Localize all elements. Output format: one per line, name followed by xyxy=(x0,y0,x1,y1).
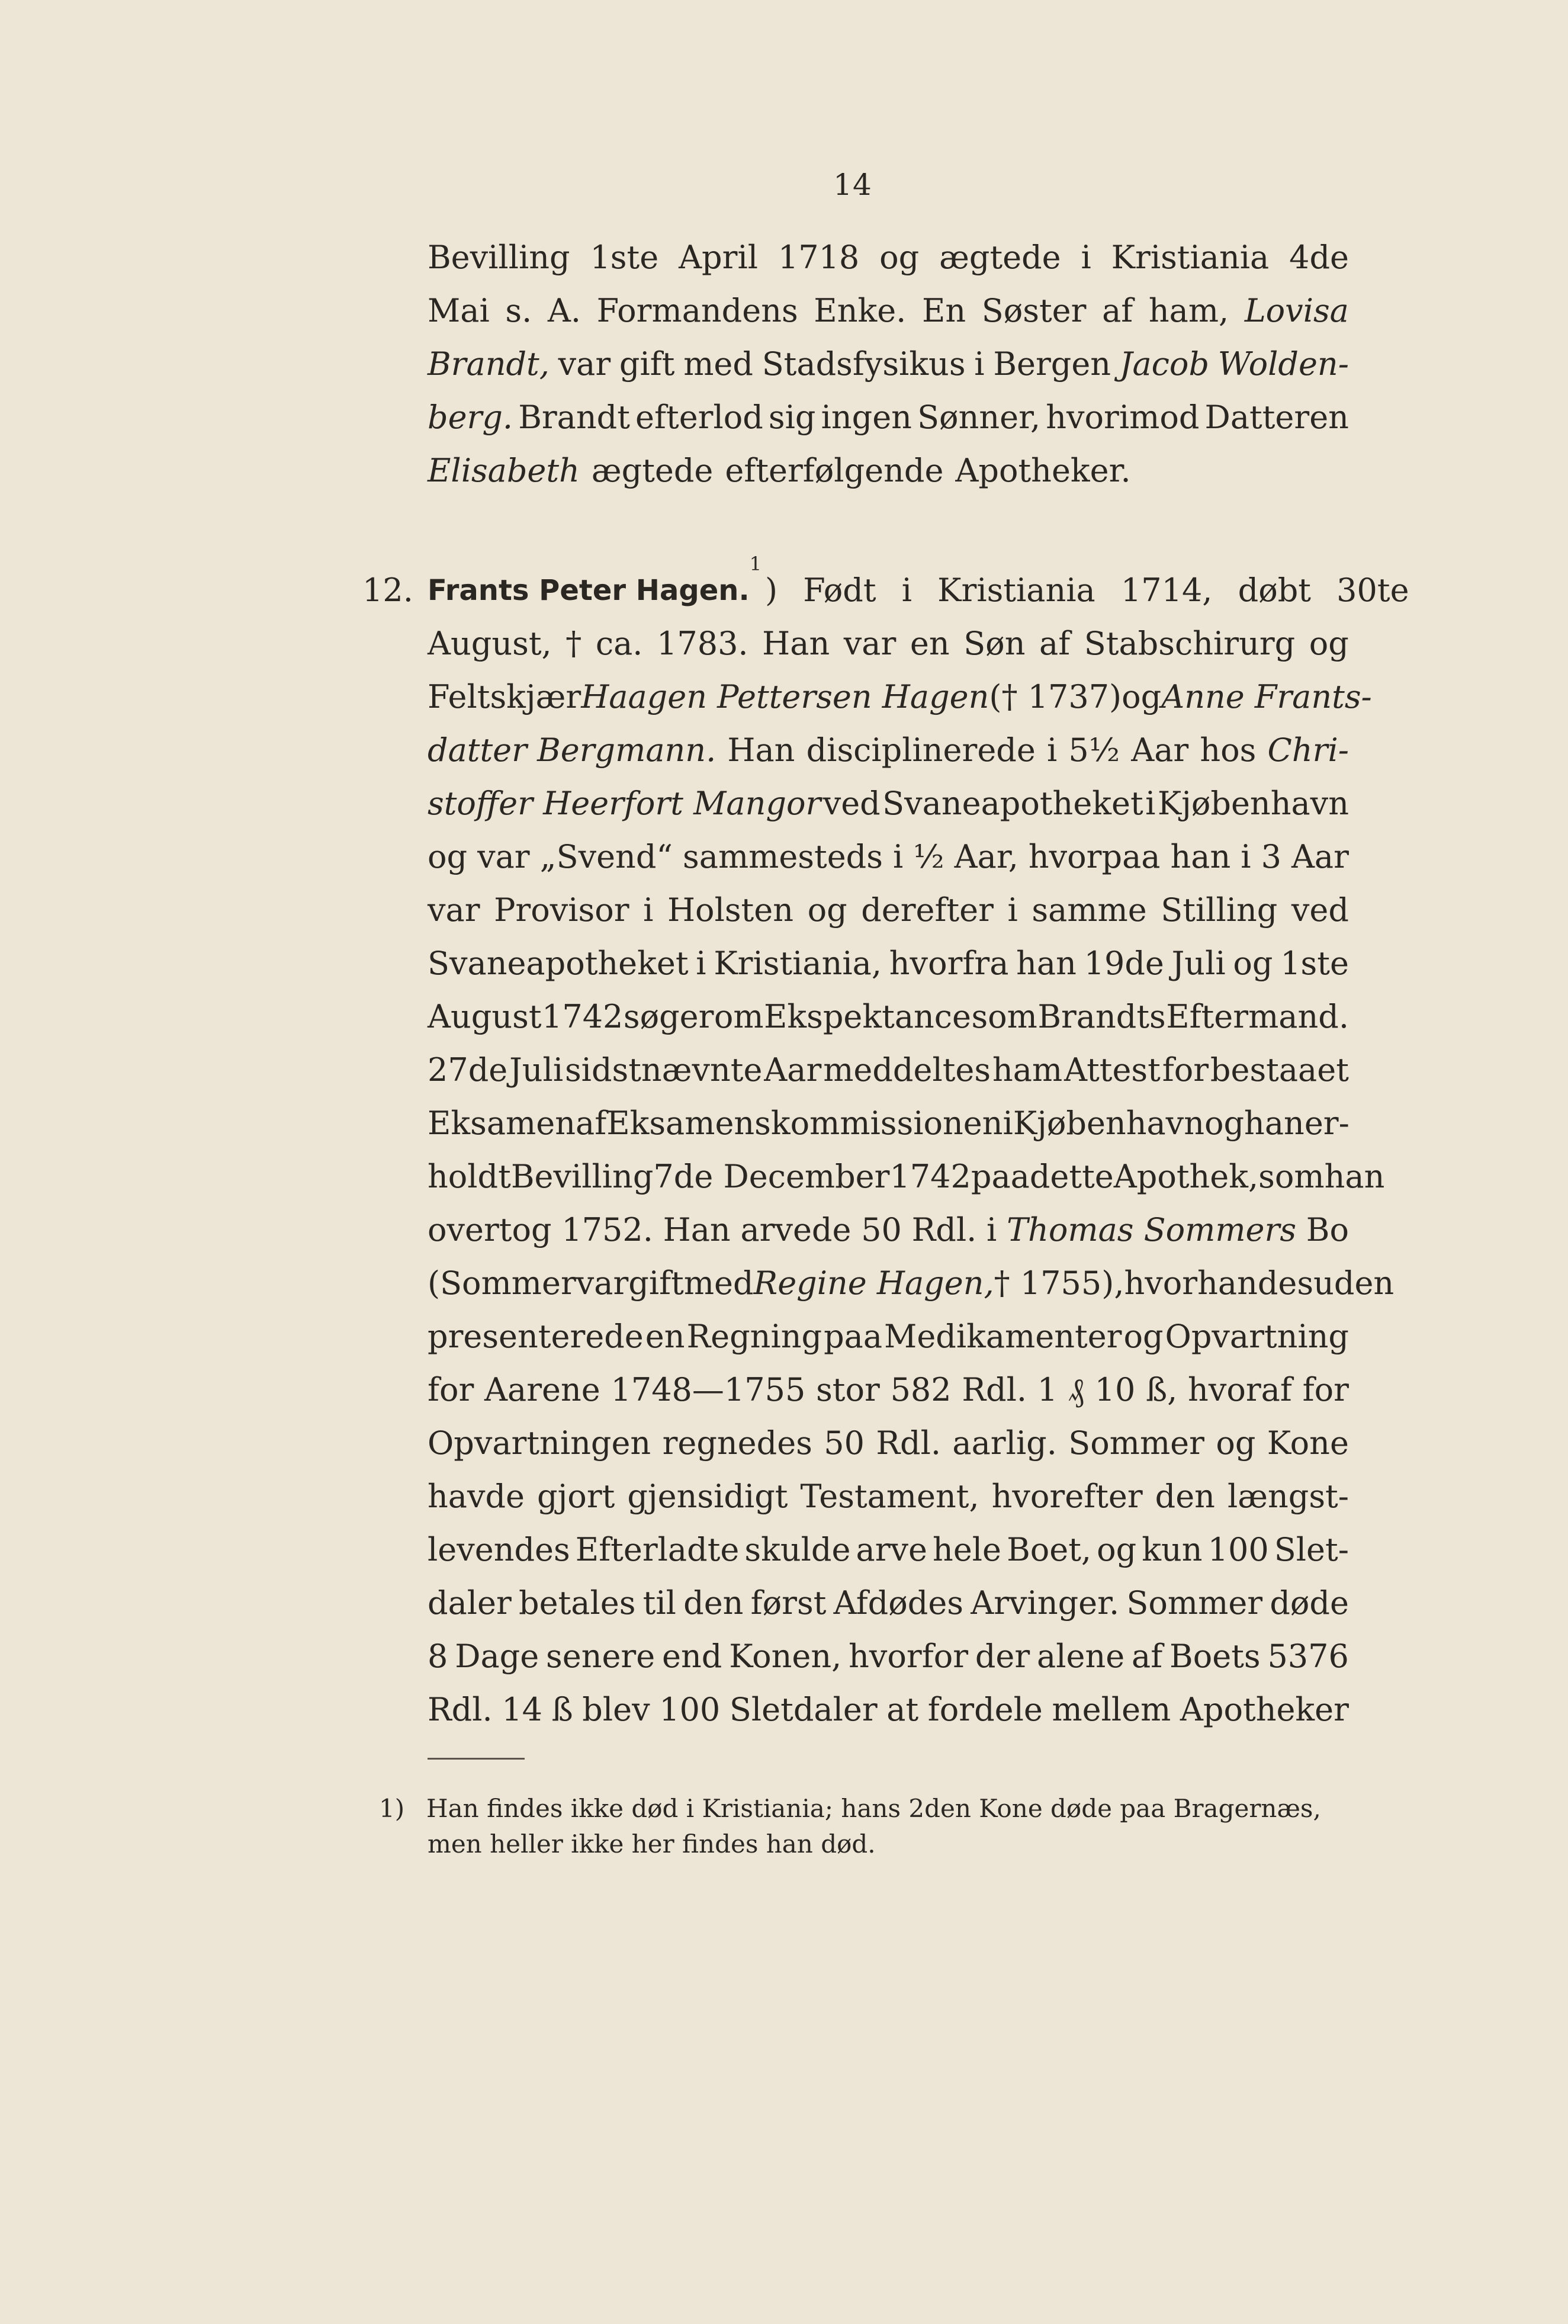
word: ß, xyxy=(1146,1371,1178,1408)
word: 5½ xyxy=(1068,731,1120,769)
word: længst- xyxy=(1227,1478,1349,1515)
word: sig xyxy=(768,399,816,436)
word: 1752. xyxy=(561,1211,653,1248)
word: meddeltes xyxy=(823,1051,991,1089)
word: og xyxy=(1122,678,1162,715)
text-line xyxy=(428,1203,1349,1257)
word: † xyxy=(565,625,582,662)
text-line xyxy=(428,1310,1349,1363)
word: søger xyxy=(623,998,714,1035)
text-line xyxy=(428,1097,1349,1150)
word: først xyxy=(750,1584,827,1622)
word: gift xyxy=(628,1264,684,1302)
word: af xyxy=(1132,1638,1163,1675)
word: 50 xyxy=(824,1424,865,1462)
word: 1ste xyxy=(590,239,659,276)
word: Attest xyxy=(1064,1051,1161,1089)
word: for xyxy=(428,1371,474,1408)
word: August xyxy=(428,998,542,1035)
word: Aar xyxy=(764,1051,822,1089)
word: ægtede xyxy=(939,239,1061,276)
word: desuden xyxy=(1257,1264,1395,1302)
word: gjort xyxy=(537,1478,615,1515)
word: end xyxy=(662,1638,722,1675)
word: disciplinerede xyxy=(806,731,1036,769)
word: Juli xyxy=(1171,945,1226,982)
word: Kristiania xyxy=(1111,239,1270,276)
word: i xyxy=(1081,239,1091,276)
word: der xyxy=(975,1638,1030,1675)
word: berg. xyxy=(428,399,513,436)
word: Aarene xyxy=(484,1371,600,1408)
word: 10 xyxy=(1094,1371,1136,1408)
word: Apotheker xyxy=(1180,1691,1349,1728)
word: og xyxy=(1216,1424,1256,1462)
word: datter Bergmann. xyxy=(428,731,716,769)
word: hvorefter xyxy=(991,1478,1143,1515)
word: August, xyxy=(428,625,552,662)
page-number: 14 xyxy=(833,168,872,202)
word: regnedes xyxy=(662,1424,812,1462)
word: og xyxy=(879,239,920,276)
word: Han xyxy=(762,625,830,662)
text-line xyxy=(428,1257,1395,1310)
word: for xyxy=(1302,1371,1349,1408)
word: Stabschirurg xyxy=(1084,625,1296,662)
word: Chri- xyxy=(1267,731,1349,769)
word: Stilling xyxy=(1161,891,1278,929)
word: Eftermand. xyxy=(1166,998,1349,1035)
word: Bo xyxy=(1306,1211,1349,1248)
word: ham xyxy=(992,1051,1063,1089)
word: Apotheker. xyxy=(955,452,1131,489)
text-line xyxy=(428,1630,1349,1683)
word: paa xyxy=(971,1158,1030,1195)
word: døde xyxy=(1270,1584,1349,1622)
word: Brandt xyxy=(518,399,630,436)
footnote-reference: 1 xyxy=(749,553,762,575)
word: Regine Hagen, xyxy=(753,1264,994,1302)
word: Dage xyxy=(455,1638,539,1675)
word: gift xyxy=(619,345,675,383)
word: Brandt, xyxy=(428,345,550,383)
word: bestaaet xyxy=(1210,1051,1349,1089)
word: var xyxy=(477,838,530,875)
word: Aar xyxy=(1131,731,1189,769)
text-line xyxy=(428,1044,1349,1097)
word: sidstnævnte xyxy=(564,1051,763,1089)
word: Eksamen xyxy=(428,1105,576,1142)
word: havde xyxy=(428,1478,525,1515)
word: at xyxy=(886,1691,919,1728)
word: ved xyxy=(822,785,881,822)
text-line xyxy=(428,444,1349,497)
word: var xyxy=(843,625,897,662)
word: er- xyxy=(1304,1105,1349,1142)
word: Testament, xyxy=(800,1478,979,1515)
word: hvorpaa xyxy=(1028,838,1161,875)
entry-body xyxy=(428,617,1395,1736)
word: 50 xyxy=(861,1211,902,1248)
word: 1 xyxy=(1037,1371,1058,1408)
paragraph-continuation xyxy=(428,231,1349,497)
word: i xyxy=(643,891,654,929)
entry-heading-line xyxy=(428,553,1409,617)
word: om xyxy=(714,998,764,1035)
word: af xyxy=(1039,625,1071,662)
text-line xyxy=(428,990,1349,1044)
word: Rdl. xyxy=(876,1424,942,1462)
word: 14 xyxy=(502,1691,542,1728)
word: Boets xyxy=(1169,1638,1261,1675)
word: senere xyxy=(546,1638,656,1675)
word: af xyxy=(576,1105,607,1142)
word: og xyxy=(1097,1531,1137,1568)
word: Svaneapotheket xyxy=(882,785,1143,822)
word: 4de xyxy=(1289,239,1349,276)
text-line xyxy=(428,884,1349,937)
word: aarlig. xyxy=(952,1424,1057,1462)
entry-person-name: Frants Peter Hagen. xyxy=(428,574,750,607)
word: Aar, xyxy=(954,838,1018,875)
word: i xyxy=(696,945,706,982)
word: betales xyxy=(519,1584,636,1622)
word: 100 xyxy=(659,1691,721,1728)
word: den xyxy=(1155,1478,1215,1515)
word: blev xyxy=(582,1691,650,1728)
word: Bergen xyxy=(993,345,1111,383)
word: Wolden- xyxy=(1217,345,1349,383)
word: 19de xyxy=(1084,945,1164,982)
word: Aar xyxy=(1291,838,1349,875)
word: Rdl. xyxy=(911,1211,977,1248)
word: 100 xyxy=(1207,1531,1269,1568)
word: s. xyxy=(505,292,532,329)
word: i xyxy=(1007,891,1018,929)
footnote-line-1: Han findes ikke død i Kristiania; hans 2den Kone døde paa Bragernæs, xyxy=(426,1794,1321,1823)
word: han xyxy=(1170,838,1231,875)
entry-first-line xyxy=(428,553,1409,617)
word: som xyxy=(1258,1158,1325,1195)
word: Eksamenskommissionen xyxy=(606,1105,1003,1142)
word: i xyxy=(974,345,985,383)
word: hvorimod xyxy=(1046,399,1200,436)
word: ca. xyxy=(595,625,643,662)
word: var xyxy=(428,891,480,929)
word: og xyxy=(428,838,468,875)
word: i xyxy=(987,1211,997,1248)
word: Han xyxy=(663,1211,731,1248)
word: Opvartningen xyxy=(428,1424,651,1462)
word: Haagen Pettersen Hagen xyxy=(581,678,989,715)
word: for xyxy=(1162,1051,1209,1089)
word: Svaneapotheket xyxy=(428,945,689,982)
text-line xyxy=(428,617,1349,670)
text-line xyxy=(428,1683,1349,1736)
word: Kjøbenhavn xyxy=(1157,785,1349,822)
footnote-line-2: men heller ikke her findes han død. xyxy=(428,1829,876,1858)
word: Han xyxy=(727,731,795,769)
word: stor xyxy=(816,1371,880,1408)
word: hvoraf xyxy=(1188,1371,1292,1408)
word: Kristiania, xyxy=(714,945,882,982)
entry-number: 12. xyxy=(362,572,413,609)
word: kun xyxy=(1142,1531,1203,1568)
word: Konen, xyxy=(729,1638,842,1675)
word: med xyxy=(683,345,753,383)
word: 3 xyxy=(1261,838,1281,875)
word: ½ xyxy=(913,838,944,875)
entry-first-line-text: ) Født i Kristiania 1714, døbt 30te xyxy=(765,572,1409,609)
text-line xyxy=(428,1577,1349,1630)
word: Søster xyxy=(981,292,1087,329)
word: var xyxy=(576,1264,629,1302)
word: Elisabeth xyxy=(428,452,580,489)
word: og xyxy=(1204,1105,1245,1142)
text-line xyxy=(428,670,1372,724)
word: en xyxy=(645,1318,685,1355)
word: Anne Frants- xyxy=(1161,678,1372,715)
word: 1748—1755 xyxy=(611,1371,806,1408)
word: dette xyxy=(1029,1158,1114,1195)
word: Sommer xyxy=(1068,1424,1204,1462)
text-line xyxy=(428,231,1349,284)
word: paa xyxy=(824,1318,883,1355)
word: arve xyxy=(856,1531,927,1568)
word: Lovisa xyxy=(1244,292,1349,329)
word: ægtede xyxy=(591,452,714,489)
word: „Svend“ xyxy=(539,838,673,875)
word: Thomas Sommers xyxy=(1007,1211,1297,1248)
word: Kone xyxy=(1267,1424,1349,1462)
word: Holsten xyxy=(667,891,793,929)
word: presenterede xyxy=(428,1318,644,1355)
word: Formandens xyxy=(596,292,798,329)
word: 582 xyxy=(890,1371,952,1408)
word: den xyxy=(683,1584,744,1622)
word: efterlod xyxy=(635,399,763,436)
text-line xyxy=(428,1150,1385,1203)
text-line xyxy=(428,937,1349,990)
word: Medikamenter xyxy=(884,1318,1122,1355)
word: Kjøbenhavn xyxy=(1013,1105,1204,1142)
word: Bevilling xyxy=(428,239,570,276)
word: Sletdaler xyxy=(729,1691,878,1728)
word: hvorfor xyxy=(849,1638,969,1675)
word: som xyxy=(971,998,1037,1035)
text-line xyxy=(428,777,1349,830)
word: og xyxy=(1123,1318,1164,1355)
word: Efterladte xyxy=(575,1531,740,1568)
word: Sønner, xyxy=(917,399,1041,436)
word: 1742 xyxy=(889,1158,971,1195)
footnote-separator xyxy=(428,1758,525,1760)
word: 1ste xyxy=(1280,945,1349,982)
word: mellem xyxy=(1052,1691,1171,1728)
word: levendes xyxy=(428,1531,570,1568)
word: 7de December xyxy=(653,1158,890,1195)
text-line xyxy=(428,284,1349,338)
word: Sommer xyxy=(1126,1584,1263,1622)
word: derefter xyxy=(861,891,994,929)
word: fordele xyxy=(927,1691,1043,1728)
word: ham, xyxy=(1148,292,1229,329)
word: (Sommer xyxy=(428,1264,576,1302)
word: hvor xyxy=(1124,1264,1198,1302)
word: ved xyxy=(1291,891,1349,929)
word: samme xyxy=(1032,891,1147,929)
word: 5376 xyxy=(1267,1638,1349,1675)
word: alene xyxy=(1037,1638,1125,1675)
word: Feltskjær xyxy=(428,678,581,715)
word: Ekspektance xyxy=(764,998,971,1035)
word: overtog xyxy=(428,1211,552,1248)
text-line xyxy=(428,724,1349,777)
word: Enke. xyxy=(814,292,907,329)
word: † 1755), xyxy=(994,1264,1124,1302)
word: Bevilling xyxy=(510,1158,654,1195)
word: til xyxy=(642,1584,676,1622)
word: i xyxy=(1241,838,1251,875)
word: ₰ xyxy=(1068,1371,1084,1408)
word: hvorfra xyxy=(889,945,1009,982)
word: og xyxy=(807,891,847,929)
text-line xyxy=(428,391,1349,444)
word: hele xyxy=(933,1531,1002,1568)
word: gjensidigt xyxy=(627,1478,788,1515)
text-line xyxy=(428,1470,1349,1523)
word: arvede xyxy=(740,1211,852,1248)
word: sammesteds xyxy=(683,838,883,875)
word: holdt xyxy=(428,1158,511,1195)
text-line xyxy=(428,1417,1349,1470)
word: Juli xyxy=(509,1051,564,1089)
word: 1718 xyxy=(777,239,860,276)
word: Brandts xyxy=(1037,998,1166,1035)
word: han xyxy=(1197,1264,1258,1302)
word: ß xyxy=(551,1691,573,1728)
footnote xyxy=(379,1791,1350,1862)
word: i xyxy=(1046,731,1058,769)
word: Datteren xyxy=(1204,399,1349,436)
word: daler xyxy=(428,1584,512,1622)
word: En xyxy=(921,292,966,329)
word: og xyxy=(1233,945,1273,982)
word: efterfølgende xyxy=(725,452,944,489)
word: A. xyxy=(547,292,581,329)
word: med xyxy=(683,1264,754,1302)
word: Provisor xyxy=(494,891,629,929)
word: i xyxy=(892,838,904,875)
text-line xyxy=(428,830,1349,884)
word: han xyxy=(1244,1105,1304,1142)
word: Mai xyxy=(428,292,490,329)
word: i xyxy=(1145,785,1156,822)
word: var xyxy=(558,345,611,383)
word: Stadsfysikus xyxy=(761,345,966,383)
word: Slet- xyxy=(1274,1531,1349,1568)
word: Boet, xyxy=(1007,1531,1092,1568)
word: 1783. xyxy=(657,625,748,662)
word: af xyxy=(1102,292,1133,329)
word: Apothek, xyxy=(1113,1158,1259,1195)
word: han xyxy=(1016,945,1077,982)
word: Jacob xyxy=(1119,345,1210,383)
text-line xyxy=(428,338,1349,391)
text-line xyxy=(428,1523,1349,1577)
word: († 1737) xyxy=(989,678,1122,715)
word: 27de xyxy=(428,1051,508,1089)
text-line xyxy=(428,1363,1349,1417)
word: Rdl. xyxy=(962,1371,1027,1408)
word: stoffer Heerfort Mangor xyxy=(428,785,821,822)
word: April xyxy=(679,239,758,276)
word: Rdl. xyxy=(428,1691,493,1728)
word: Arvinger. xyxy=(971,1584,1120,1622)
word: 8 xyxy=(428,1638,448,1675)
word: i xyxy=(1003,1105,1013,1142)
word: Regning xyxy=(686,1318,822,1355)
word: hos xyxy=(1200,731,1257,769)
word: en xyxy=(910,625,950,662)
word: skulde xyxy=(744,1531,851,1568)
word: Opvartning xyxy=(1165,1318,1349,1355)
word: ingen xyxy=(821,399,912,436)
word: og xyxy=(1309,625,1349,662)
word: han xyxy=(1324,1158,1385,1195)
footnote-mark: 1) xyxy=(379,1794,405,1823)
word: 1742 xyxy=(541,998,624,1035)
word: Søn xyxy=(963,625,1026,662)
word: Afdødes xyxy=(833,1584,963,1622)
